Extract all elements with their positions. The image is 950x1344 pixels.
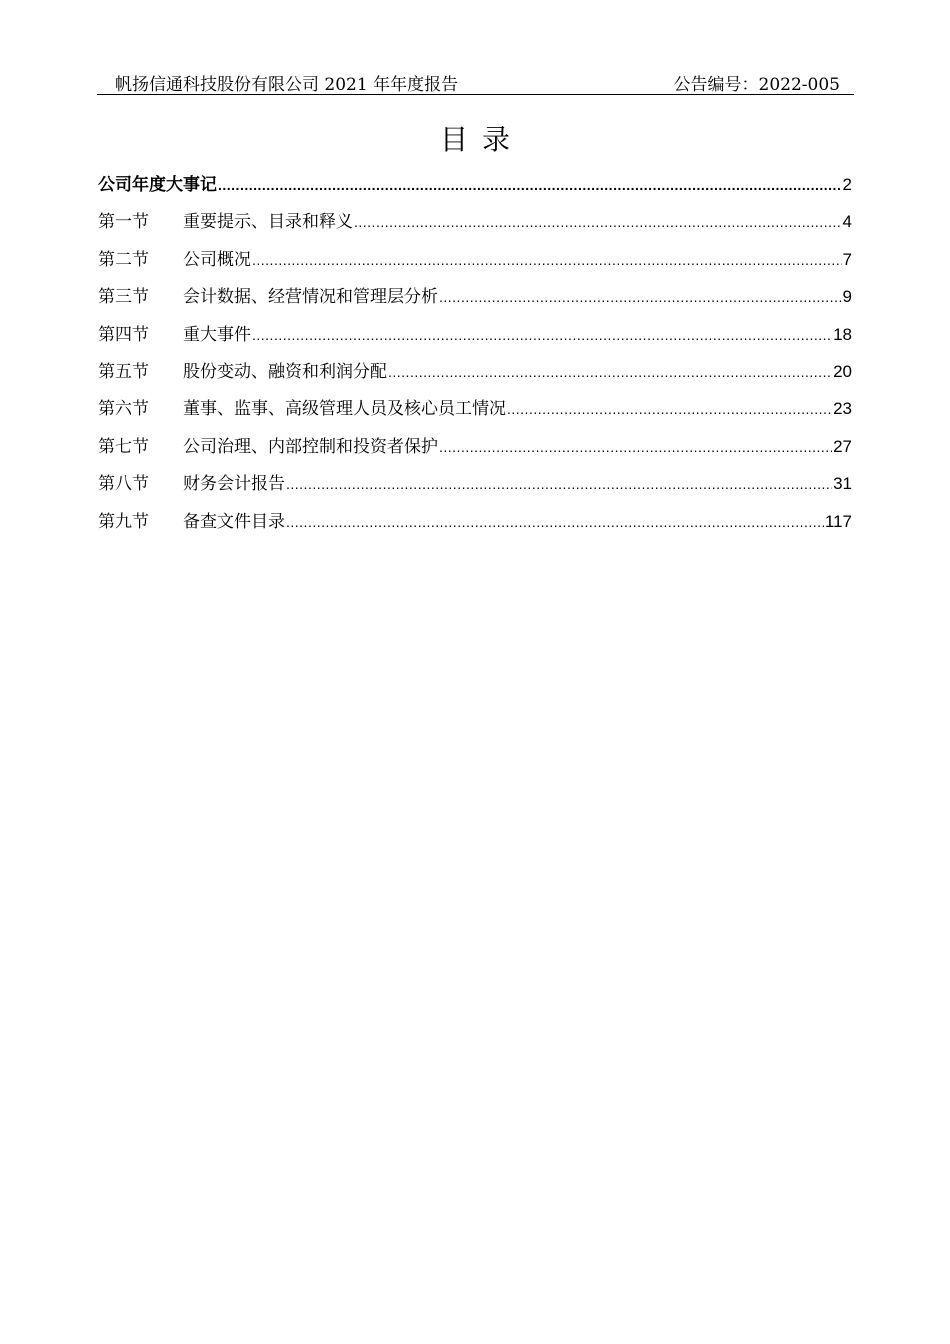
toc-item-page: 18 bbox=[833, 324, 852, 344]
toc-leader-dots bbox=[439, 289, 842, 305]
toc-item-title: 重大事件 bbox=[183, 324, 251, 345]
toc-leader-dots bbox=[388, 364, 832, 380]
toc-leader-dots bbox=[354, 214, 842, 230]
toc-leader-dots bbox=[252, 252, 842, 268]
page-header bbox=[97, 64, 854, 95]
toc-heading: 目录 bbox=[439, 123, 524, 156]
toc-item-title: 重要提示、目录和释义 bbox=[183, 212, 353, 233]
toc-item-section-8[interactable] bbox=[98, 469, 852, 506]
toc-item-title: 公司概况 bbox=[183, 249, 251, 270]
toc-leader-dots bbox=[252, 327, 832, 343]
toc-leader-dots bbox=[286, 476, 832, 492]
table-of-contents bbox=[98, 170, 852, 544]
toc-item-section: 第五节 bbox=[98, 361, 149, 382]
toc-item-title: 股份变动、融资和利润分配 bbox=[183, 361, 387, 382]
toc-item-section-1[interactable] bbox=[98, 207, 852, 244]
toc-item-section-4[interactable] bbox=[98, 320, 852, 357]
toc-item-title: 财务会计报告 bbox=[183, 474, 285, 495]
toc-item-section: 第一节 bbox=[98, 212, 149, 233]
toc-item-page: 23 bbox=[833, 399, 852, 419]
toc-item-section-3[interactable] bbox=[98, 282, 852, 319]
toc-item-section-5[interactable] bbox=[98, 357, 852, 394]
toc-item-page: 9 bbox=[842, 287, 852, 307]
toc-item-section: 第六节 bbox=[98, 399, 149, 420]
toc-item-section-7[interactable] bbox=[98, 432, 852, 469]
toc-item-page: 7 bbox=[842, 249, 852, 269]
toc-leader-dots bbox=[439, 439, 832, 455]
toc-item-events[interactable] bbox=[98, 170, 852, 207]
toc-item-page: 27 bbox=[833, 436, 852, 456]
toc-item-page: 20 bbox=[833, 361, 852, 381]
toc-item-section: 第七节 bbox=[98, 436, 149, 457]
toc-item-section-6[interactable] bbox=[98, 394, 852, 431]
toc-item-section: 第八节 bbox=[98, 474, 149, 495]
toc-item-section-2[interactable] bbox=[98, 245, 852, 282]
toc-leader-dots bbox=[507, 401, 832, 417]
toc-leader-dots bbox=[286, 514, 824, 530]
report-title-header: 帆扬信通科技股份有限公司 2021 年年度报告 bbox=[115, 75, 459, 95]
toc-item-section: 第二节 bbox=[98, 249, 149, 270]
toc-item-page: 31 bbox=[833, 474, 852, 494]
toc-item-page: 4 bbox=[842, 212, 852, 232]
toc-item-page: 117 bbox=[824, 511, 852, 531]
toc-item-section-9[interactable] bbox=[98, 507, 852, 544]
toc-item-title: 备查文件目录 bbox=[183, 511, 285, 532]
toc-item-section: 第四节 bbox=[98, 324, 149, 345]
toc-item-section: 第三节 bbox=[98, 287, 149, 308]
toc-item-title: 董事、监事、高级管理人员及核心员工情况 bbox=[183, 399, 506, 420]
toc-leader-dots bbox=[218, 177, 842, 193]
toc-item-page: 2 bbox=[842, 175, 852, 194]
toc-item-title: 公司年度大事记 bbox=[98, 175, 217, 195]
announcement-number: 公告编号：2022-005 bbox=[673, 75, 840, 95]
toc-item-title: 会计数据、经营情况和管理层分析 bbox=[183, 287, 438, 308]
toc-item-section: 第九节 bbox=[98, 511, 149, 532]
toc-item-title: 公司治理、内部控制和投资者保护 bbox=[183, 436, 438, 457]
